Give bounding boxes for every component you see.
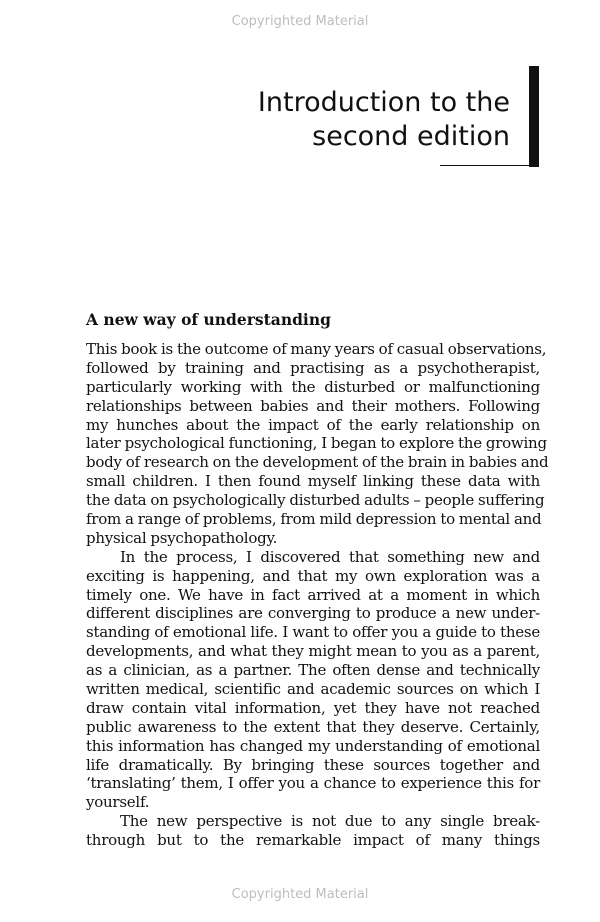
text-line: standing of emotional life. I want to offer you a guide to these [86,623,540,642]
paragraph-2 [86,548,540,812]
chapter-title [150,86,510,154]
text-line: body of research on the development of the brain in babies and [86,453,549,472]
text-line: ‘translating’ them, I offer you a chance to experience this for [86,774,540,793]
text-line: public awareness to the extent that they deserve. Certainly, [86,717,540,736]
chapter-title-line-1: Introduction to the [257,87,510,118]
paragraph-3 [86,812,540,850]
chapter-title-line-2: second edition [312,121,510,152]
text-line: draw contain vital information, yet they have not reached [86,698,540,717]
text-line: from a range of problems, from mild depression to mental and [86,510,542,529]
text-line: later psychological functioning, I began to explore the growing [86,434,547,453]
text-line: yourself. [86,793,150,812]
text-line: relationships between babies and their mothers. Following [86,396,540,415]
text-line: developments, and what they might mean to you as a parent, [86,642,540,661]
text-line: life dramatically. By bringing these sources together and [86,755,540,774]
copyright-watermark-bottom: Copyrighted Material [231,887,369,902]
chapter-title-underline [440,165,539,166]
text-line: my hunches about the impact of the early relationship on [86,415,540,434]
text-line: particularly working with the disturbed or malfunctioning [86,377,540,396]
text-line: small children. I then found myself linking these data with [86,472,540,491]
text-line: physical psychopathology. [86,528,278,547]
text-line: In the process, I discovered that something new and [120,547,540,566]
text-line: through but to the remarkable impact of many things [86,831,540,850]
text-line: followed by training and practising as a psychotherapist, [86,358,540,377]
text-line: The new perspective is not due to any single break- [120,812,540,831]
paragraph-1 [86,340,549,548]
text-line: written medical, scientific and academic sources on which I [86,680,540,699]
text-line: as a clinician, as a partner. The often dense and technically [86,661,540,680]
section-heading: A new way of understanding [86,310,331,329]
body-text [86,340,549,850]
text-line: the data on psychologically disturbed adults – people suffering [86,491,545,510]
text-line: exciting is happening, and that my own exploration was a [86,566,540,585]
copyright-watermark-top: Copyrighted Material [231,14,369,29]
text-line: timely one. We have in fact arrived at a moment in which [86,585,540,604]
text-line: different disciplines are converging to produce a new under- [86,604,540,623]
text-line: this information has changed my understanding of emotional [86,736,540,755]
chapter-title-bar [529,66,539,167]
text-line: This book is the outcome of many years of casual observations, [86,340,547,358]
